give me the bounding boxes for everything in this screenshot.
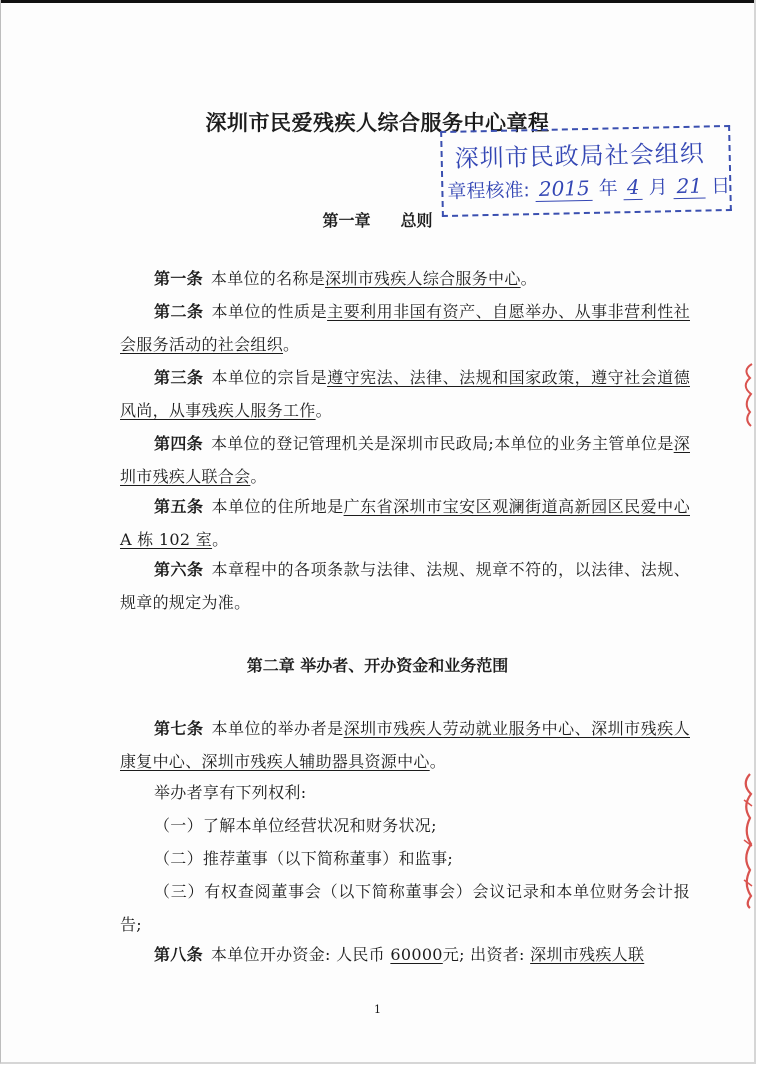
article-2-label: 第二条 [154,302,204,321]
article-6 [120,553,690,619]
article-2-text: 本单位的性质是 [211,302,328,321]
article-8-label: 第八条 [154,945,203,964]
article-4-underlined: 深圳市残疾人联合会 [120,434,690,486]
article-8-amount: 60000 [390,945,443,964]
article-7-label: 第七条 [154,719,204,738]
article-3-text: 本单位的宗旨是 [211,368,328,387]
article-3-underlined: 遵守宪法、法律、法规和国家政策，遵守社会道德风尚，从事残疾人服务工作 [120,368,690,420]
article-8 [120,938,690,971]
document-title: 深圳市民爱残疾人综合服务中心章程 [205,111,550,135]
approval-stamp [440,125,732,217]
right-2: （二）推荐董事（以下简称董事）和监事; [154,849,454,868]
right-3: （三）有权查阅董事会（以下简称董事会）会议记录和本单位财务会计报告; [120,882,690,934]
article-4-text: 本单位的登记管理机关是深圳市民政局;本单位的业务主管单位是 [210,434,674,453]
stamp-day-unit: 日 [710,174,731,198]
stamp-year: 2015 [536,176,593,202]
article-3 [120,361,690,427]
stamp-date-line [447,171,730,204]
article-6-text: 本章程中的各项条款与法律、法规、规章不符的，以法律、法规、规章的规定为准。 [120,560,691,612]
seal-fragment-bottom [738,770,756,910]
rights-intro: 举办者享有下列权利: [154,783,307,802]
article-5 [120,490,690,556]
article-1-text: 本单位的名称是 [210,269,326,288]
article-1-underlined: 深圳市残疾人综合服务中心 [325,269,521,288]
article-7 [120,712,690,778]
seal-fragment-top [738,360,756,430]
article-3-label: 第三条 [154,368,204,387]
article-8-text: 本单位开办资金: 人民币 [210,945,391,964]
stamp-org: 深圳市民政局社会组织 [454,139,705,173]
stamp-day: 21 [673,174,705,200]
article-1 [120,262,690,295]
article-5-label: 第五条 [154,497,204,516]
page-number: 1 [374,1003,381,1016]
article-7-text: 本单位的举办者是 [211,719,344,738]
article-5-underlined: 广东省深圳市宝安区观澜街道高新园区民爱中心 A 栋 102 室 [120,497,690,549]
stamp-label: 章程核准: [447,179,531,203]
stamp-month: 4 [624,175,643,200]
right-1: （一）了解本单位经营状况和财务状况; [154,816,437,835]
article-7-underlined: 深圳市残疾人劳动就业服务中心、深圳市残疾人康复中心、深圳市残疾人辅助器具资源中心 [120,719,690,771]
article-2 [120,295,690,361]
article-1-label: 第一条 [154,269,203,288]
article-8-mid: 元; 出资者: [442,945,531,964]
article-2-underlined: 主要利用非国有资产、自愿举办、从事非营利性社会服务活动的社会组织 [120,302,690,354]
chapter-1-heading [1,208,754,231]
article-4-label: 第四条 [154,434,203,453]
chapter-2-heading: 第二章 举办者、开办资金和业务范围 [246,656,509,675]
article-1-end: 。 [520,269,537,288]
article-7-end: 。 [429,752,447,771]
article-8-underlined: 深圳市残疾人联 [530,945,645,964]
article-5-text: 本单位的住所地是 [211,497,344,516]
stamp-month-unit: 月 [648,176,668,199]
article-4-end: 。 [250,467,267,486]
article-2-end: 。 [283,335,300,354]
article-6-label: 第六条 [154,560,204,579]
article-3-end: 。 [315,401,332,420]
chapter-1-number: 第一章 [322,211,371,230]
chapter-1-name: 总则 [400,211,433,230]
article-5-end: 。 [212,530,229,549]
stamp-year-unit: 年 [598,177,619,200]
article-4 [120,427,690,493]
scan-edge-line [1,0,754,3]
